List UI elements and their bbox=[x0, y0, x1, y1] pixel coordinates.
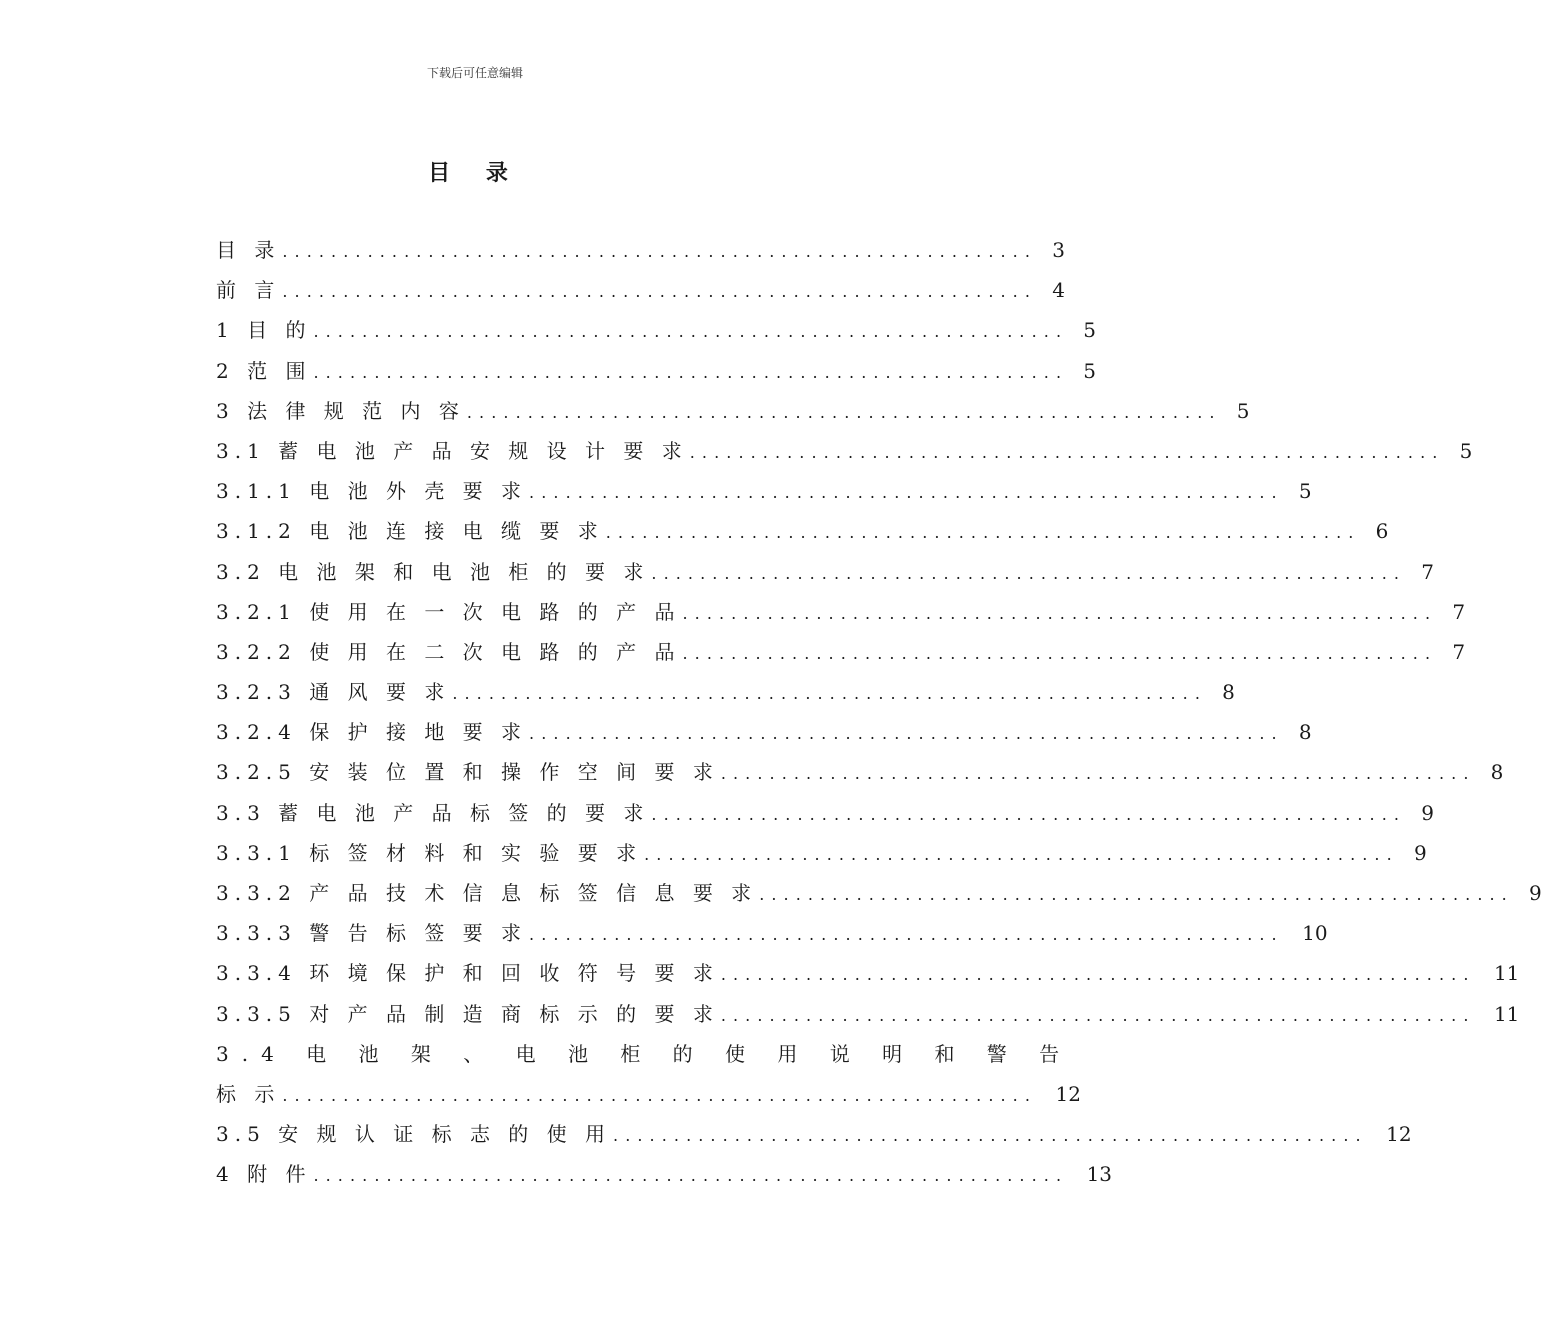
toc-row[interactable] bbox=[216, 634, 1466, 674]
toc-row[interactable] bbox=[216, 594, 1466, 634]
toc-page-number: 10 bbox=[1302, 921, 1328, 946]
toc-leader-dots bbox=[452, 674, 1201, 712]
toc-label: 4 附 件 bbox=[216, 1162, 312, 1187]
toc-page-number: 13 bbox=[1086, 1162, 1113, 1187]
toc-row[interactable] bbox=[216, 353, 1097, 393]
toc-row[interactable] bbox=[216, 996, 1520, 1036]
toc-label: 3.3.2 产 品 技 术 信 息 标 签 信 息 要 求 bbox=[216, 881, 758, 905]
toc-page-number: 7 bbox=[1421, 559, 1434, 584]
toc-leader-dots bbox=[313, 353, 1062, 391]
toc-page-number: 5 bbox=[1298, 479, 1312, 504]
toc-leader-dots bbox=[721, 955, 1470, 993]
toc-label: 1 目 的 bbox=[216, 318, 312, 343]
toc-row[interactable] bbox=[216, 754, 1504, 794]
toc-page-number: 11 bbox=[1493, 961, 1520, 986]
toc-row[interactable] bbox=[216, 835, 1427, 875]
toc-leader-dots bbox=[313, 312, 1062, 350]
toc-page-number: 6 bbox=[1375, 519, 1389, 544]
toc-row[interactable] bbox=[216, 393, 1250, 433]
toc-leader-dots bbox=[529, 473, 1278, 511]
toc-leader-dots bbox=[721, 996, 1470, 1034]
toc-page-number: 9 bbox=[1421, 800, 1434, 825]
toc-leader-dots bbox=[651, 795, 1400, 833]
toc-row[interactable] bbox=[216, 1156, 1113, 1196]
toc-row[interactable] bbox=[216, 433, 1473, 473]
toc-label: 3.1 蓄 电 池 产 品 安 规 设 计 要 求 bbox=[216, 438, 688, 463]
toc-row[interactable] bbox=[216, 674, 1235, 714]
toc-page-number: 7 bbox=[1452, 599, 1466, 624]
toc-leader-dots bbox=[651, 554, 1400, 592]
toc-page-number: 5 bbox=[1083, 358, 1097, 383]
toc-page-number: 12 bbox=[1055, 1081, 1081, 1106]
toc-page-number: 4 bbox=[1052, 278, 1065, 303]
toc-label: 3.3 蓄 电 池 产 品 标 签 的 要 求 bbox=[216, 800, 650, 825]
toc-row[interactable] bbox=[216, 272, 1065, 312]
toc-label: 3 法 律 规 范 内 容 bbox=[216, 398, 465, 423]
toc-label: 2 范 围 bbox=[216, 358, 312, 383]
toc-row[interactable] bbox=[216, 513, 1389, 553]
toc-row[interactable] bbox=[216, 875, 1542, 915]
toc-row[interactable] bbox=[216, 1036, 1073, 1076]
toc-label: 前 言 bbox=[216, 278, 281, 303]
toc-row[interactable] bbox=[216, 795, 1434, 835]
toc-page-number: 3 bbox=[1052, 238, 1065, 262]
toc-leader-dots bbox=[529, 714, 1278, 752]
toc-page-number: 9 bbox=[1413, 840, 1427, 865]
toc-leader-dots bbox=[467, 393, 1216, 431]
toc-row[interactable] bbox=[216, 312, 1097, 352]
toc-row[interactable] bbox=[216, 955, 1520, 995]
toc-leader-dots bbox=[282, 272, 1031, 310]
toc-label: 目 录 bbox=[216, 238, 281, 262]
toc-leader-dots bbox=[529, 915, 1278, 953]
toc-page-number: 11 bbox=[1493, 1001, 1520, 1026]
toc-label: 3.3.1 标 签 材 料 和 实 验 要 求 bbox=[216, 840, 643, 865]
toc-leader-dots bbox=[721, 754, 1470, 792]
toc-page-number: 5 bbox=[1083, 318, 1097, 343]
toc-label: 3.2.2 使 用 在 二 次 电 路 的 产 品 bbox=[216, 639, 681, 664]
toc-leader-dots bbox=[613, 1116, 1362, 1154]
toc-leader-dots bbox=[682, 594, 1431, 632]
toc-row[interactable] bbox=[216, 714, 1312, 754]
toc-label: 3.1.1 电 池 外 壳 要 求 bbox=[216, 479, 528, 504]
toc-leader-dots bbox=[313, 1156, 1062, 1194]
toc-leader-dots bbox=[759, 875, 1508, 913]
toc-label: 3.1.2 电 池 连 接 电 缆 要 求 bbox=[216, 519, 604, 544]
toc-page-number: 12 bbox=[1386, 1122, 1412, 1147]
toc-leader-dots bbox=[644, 835, 1393, 873]
header-note: 下载后可任意编辑 bbox=[426, 66, 523, 80]
toc-row[interactable] bbox=[216, 554, 1434, 594]
toc-page-number: 8 bbox=[1298, 720, 1312, 745]
toc-leader-dots bbox=[282, 232, 1031, 270]
page-title: 目 录 bbox=[428, 161, 522, 186]
toc-page-number: 9 bbox=[1529, 881, 1542, 905]
toc-label: 3.2.1 使 用 在 一 次 电 路 的 产 品 bbox=[216, 599, 681, 624]
toc-row[interactable] bbox=[216, 915, 1328, 955]
toc-leader-dots bbox=[282, 1076, 1031, 1114]
toc-label: 3.3.3 警 告 标 签 要 求 bbox=[216, 921, 528, 946]
toc-leader-dots bbox=[690, 433, 1439, 471]
toc-label: 3.3.5 对 产 品 制 造 商 标 示 的 要 求 bbox=[216, 1001, 719, 1026]
toc-row[interactable] bbox=[216, 1116, 1412, 1156]
toc-row[interactable] bbox=[216, 232, 1065, 272]
toc-label: 3.2.5 安 装 位 置 和 操 作 空 间 要 求 bbox=[216, 760, 719, 785]
toc-label: 3.2 电 池 架 和 电 池 柜 的 要 求 bbox=[216, 559, 650, 584]
toc-row[interactable] bbox=[216, 473, 1312, 513]
toc-label: 3.2.3 通 风 要 求 bbox=[216, 680, 451, 705]
toc-page-number: 5 bbox=[1459, 438, 1473, 463]
toc-leader-dots bbox=[606, 513, 1355, 551]
toc-label: 3.3.4 环 境 保 护 和 回 收 符 号 要 求 bbox=[216, 961, 719, 986]
toc-label: 标 示 bbox=[216, 1081, 281, 1106]
toc-page-number: 8 bbox=[1222, 680, 1235, 705]
toc-label: 3.2.4 保 护 接 地 要 求 bbox=[216, 720, 528, 745]
toc-label: 3.4 电 池 架 、 电 池 柜 的 使 用 说 明 和 警 告 bbox=[216, 1041, 1073, 1066]
toc-leader-dots bbox=[682, 634, 1431, 672]
toc-row[interactable] bbox=[216, 1076, 1081, 1116]
toc-label: 3.5 安 规 认 证 标 志 的 使 用 bbox=[216, 1122, 612, 1147]
toc-page-number: 8 bbox=[1490, 760, 1504, 785]
toc-page-number: 5 bbox=[1236, 398, 1250, 423]
table-of-contents bbox=[216, 232, 1542, 1197]
toc-page-number: 7 bbox=[1452, 639, 1466, 664]
